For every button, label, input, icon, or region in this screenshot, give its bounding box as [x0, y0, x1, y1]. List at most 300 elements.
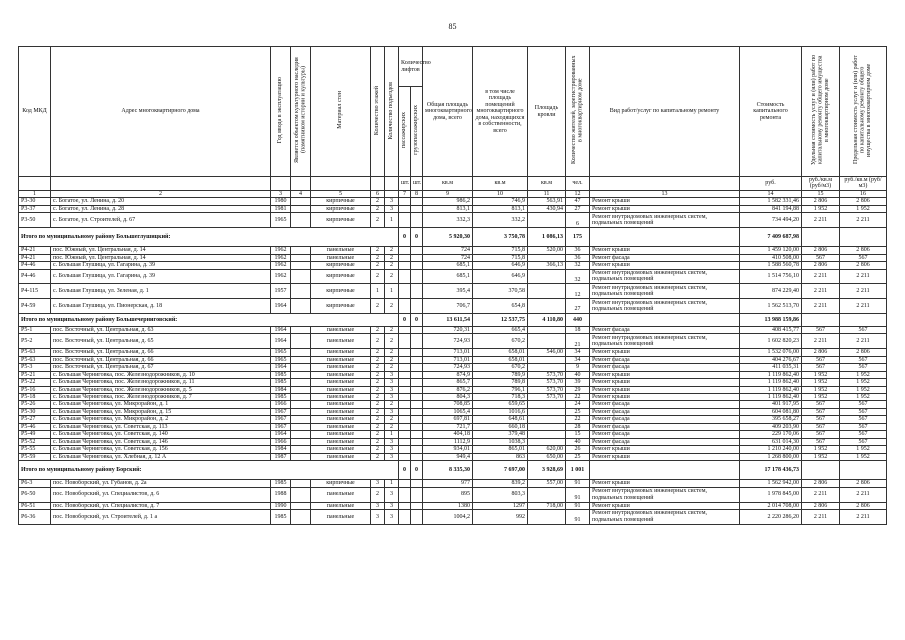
- cell-works: Ремонт фасада: [590, 416, 740, 423]
- cell-area-incl: 992: [473, 509, 528, 524]
- cell-residents: 15: [566, 431, 590, 438]
- cell-code: P5-27: [19, 416, 51, 423]
- cell-area-incl: 718,3: [473, 394, 528, 401]
- cell-lifts-freight: [411, 269, 423, 284]
- cell-lifts-pass: [399, 326, 411, 333]
- cell-lifts-freight: [411, 247, 423, 254]
- cell-heritage: [291, 386, 311, 393]
- cell-address: пос. Южный, ул. Центральная, д. 14: [51, 247, 271, 254]
- cell-walls: панельные: [311, 502, 371, 509]
- cell-year: 1985: [271, 509, 291, 524]
- cell-roof: [528, 509, 566, 524]
- table-row: [19, 349, 887, 356]
- subtotal-cost: 7 409 687,98: [740, 228, 802, 247]
- unit-residents: чел.: [566, 177, 590, 191]
- cell-code: P5-1: [19, 326, 51, 333]
- cell-area-incl: 646,9: [473, 262, 528, 269]
- cell-entrances: 2: [385, 269, 399, 284]
- cell-unit-cost: 1 952: [802, 371, 840, 378]
- cell-year: 1966: [271, 438, 291, 445]
- cell-heritage: [291, 213, 311, 228]
- cell-code: P5-21: [19, 371, 51, 378]
- cell-lifts-pass: [399, 446, 411, 453]
- table-row: [19, 509, 887, 524]
- cell-address: пос. Восточный, ул. Центральная, д. 65: [51, 334, 271, 349]
- cell-works: Ремонт фасада: [590, 423, 740, 430]
- cell-address: с. Большая Черниговка, пос. Железнодорожников, д. 11: [51, 379, 271, 386]
- cell-lifts-pass: [399, 379, 411, 386]
- table-row: [19, 262, 887, 269]
- cell-entrances: 3: [385, 371, 399, 378]
- cell-lifts-freight: [411, 438, 423, 445]
- cell-area-total: 720,31: [423, 326, 473, 333]
- cell-area-total: 708,85: [423, 401, 473, 408]
- cell-residents: 22: [566, 394, 590, 401]
- cell-code: P5-3: [19, 364, 51, 371]
- cell-works: Ремонт фасада: [590, 438, 740, 445]
- cell-area-total: 865,7: [423, 379, 473, 386]
- table-row: [19, 438, 887, 445]
- cell-area-total: 685,1: [423, 269, 473, 284]
- cell-cost: 410 508,00: [740, 254, 802, 261]
- cell-heritage: [291, 480, 311, 487]
- cell-unit-cost: 2 806: [802, 198, 840, 205]
- table-row: [19, 334, 887, 349]
- cell-residents: 36: [566, 247, 590, 254]
- cell-walls: панельные: [311, 453, 371, 460]
- cell-entrances: 1: [385, 213, 399, 228]
- subtotal-row: [19, 313, 887, 326]
- subtotal-works: [590, 461, 740, 480]
- cell-max-cost: 1 952: [840, 386, 887, 393]
- cell-floors: 2: [371, 371, 385, 378]
- cell-heritage: [291, 408, 311, 415]
- cell-entrances: 2: [385, 349, 399, 356]
- cell-unit-cost: 567: [802, 416, 840, 423]
- subtotal-max-cost: [840, 461, 887, 480]
- table-row: [19, 453, 887, 460]
- cell-unit-cost: 2 211: [802, 269, 840, 284]
- header-residents: Количество жителей, зарегистрированных в многоквартирном доме: [571, 55, 584, 165]
- unit-area-incl: кв.м: [473, 177, 528, 191]
- cell-heritage: [291, 254, 311, 261]
- cell-entrances: 2: [385, 356, 399, 363]
- cell-cost: 408 415,77: [740, 326, 802, 333]
- cell-address: с. Большая Черниговка, ул. Советская, д. 146: [51, 438, 271, 445]
- cell-unit-cost: 567: [802, 356, 840, 363]
- column-number: 12: [566, 190, 590, 197]
- cell-address: с. Богатое, ул. Ленина, д. 20: [51, 198, 271, 205]
- cell-lifts-freight: [411, 502, 423, 509]
- cell-works: Ремонт крыши: [590, 198, 740, 205]
- cell-unit-cost: 2 211: [802, 299, 840, 314]
- cell-address: с. Большая Глушица, ул. Зеленая, д. 1: [51, 284, 271, 299]
- cell-area-incl: 803,3: [473, 487, 528, 502]
- cell-lifts-freight: [411, 453, 423, 460]
- cell-lifts-freight: [411, 487, 423, 502]
- cell-area-incl: 865,01: [473, 446, 528, 453]
- cell-area-total: 813,1: [423, 205, 473, 212]
- cell-area-total: 977: [423, 480, 473, 487]
- cell-residents: 29: [566, 386, 590, 393]
- cell-lifts-pass: [399, 299, 411, 314]
- cell-walls: панельные: [311, 438, 371, 445]
- cell-entrances: 1: [385, 480, 399, 487]
- cell-cost: 395 658,27: [740, 416, 802, 423]
- cell-cost: 1 532 076,00: [740, 349, 802, 356]
- header-area-incl: в том числе площадь помещений многоквартирного дома, находящихся в собственности, всего: [473, 47, 528, 177]
- cell-area-total: 804,3: [423, 394, 473, 401]
- cell-floors: 2: [371, 349, 385, 356]
- cell-address: пос. Новоборский, ул. Строителей, д. 1 а: [51, 509, 271, 524]
- cell-year: 1988: [271, 487, 291, 502]
- table-row: [19, 431, 887, 438]
- table-row: [19, 408, 887, 415]
- cell-address: пос. Новоборский, ул. Губанов, д. 2а: [51, 480, 271, 487]
- cell-lifts-freight: [411, 431, 423, 438]
- cell-lifts-pass: [399, 438, 411, 445]
- header-code: Код МКД: [19, 47, 51, 177]
- cell-cost: 1 459 120,00: [740, 247, 802, 254]
- cell-walls: кирпичные: [311, 284, 371, 299]
- cell-walls: панельные: [311, 247, 371, 254]
- cell-year: 1966: [271, 401, 291, 408]
- header-address: Адрес многоквартирного дома: [51, 47, 271, 177]
- cell-area-total: 685,1: [423, 262, 473, 269]
- cell-unit-cost: 2 211: [802, 334, 840, 349]
- cell-unit-cost: 1 952: [802, 394, 840, 401]
- cell-max-cost: 2 806: [840, 198, 887, 205]
- cell-floors: 2: [371, 401, 385, 408]
- cell-floors: 2: [371, 394, 385, 401]
- cell-entrances: 3: [385, 438, 399, 445]
- header-works: Вид работ/услуг по капитальному ремонту: [590, 47, 740, 177]
- cell-year: 1984: [271, 446, 291, 453]
- cell-roof: 573,70: [528, 379, 566, 386]
- cell-residents: 32: [566, 262, 590, 269]
- cell-lifts-freight: [411, 446, 423, 453]
- cell-code: P5-63: [19, 356, 51, 363]
- cell-cost: 1 562 942,00: [740, 480, 802, 487]
- subtotal-residents: 175: [566, 228, 590, 247]
- column-number: 10: [473, 190, 528, 197]
- cell-area-total: 713,01: [423, 349, 473, 356]
- cell-walls: панельные: [311, 401, 371, 408]
- cell-walls: панельные: [311, 334, 371, 349]
- cell-works: Ремонт фасада: [590, 356, 740, 363]
- cell-entrances: 3: [385, 408, 399, 415]
- unit-lifts-freight: шт.: [411, 177, 423, 191]
- cell-floors: 2: [371, 262, 385, 269]
- cell-works: Ремонт крыши: [590, 205, 740, 212]
- cell-roof: [528, 408, 566, 415]
- cell-lifts-pass: [399, 480, 411, 487]
- cell-floors: 3: [371, 480, 385, 487]
- cell-max-cost: 567: [840, 423, 887, 430]
- cell-unit-cost: 2 211: [802, 487, 840, 502]
- cell-area-incl: 715,8: [473, 254, 528, 261]
- cell-cost: 404 276,67: [740, 356, 802, 363]
- cell-max-cost: 567: [840, 364, 887, 371]
- cell-address: пос. Южный, ул. Центральная, д. 14: [51, 254, 271, 261]
- cell-works: Ремонт крыши: [590, 262, 740, 269]
- cell-unit-cost: 1 952: [802, 453, 840, 460]
- cell-lifts-freight: [411, 326, 423, 333]
- subtotal-row: [19, 228, 887, 247]
- cell-address: с. Большая Черниговка, ул. Микрорайон, д. 2: [51, 416, 271, 423]
- subtotal-max-cost: [840, 228, 887, 247]
- cell-entrances: 2: [385, 326, 399, 333]
- cell-works: Ремонт крыши: [590, 386, 740, 393]
- header-lifts-freight: грузопассажирских: [413, 105, 420, 156]
- cell-floors: 2: [371, 269, 385, 284]
- cell-walls: панельные: [311, 423, 371, 430]
- cell-roof: [528, 423, 566, 430]
- subtotal-lifts-freight: 0: [411, 461, 423, 480]
- cell-heritage: [291, 423, 311, 430]
- cell-heritage: [291, 394, 311, 401]
- cell-year: 1985: [271, 480, 291, 487]
- cell-heritage: [291, 269, 311, 284]
- cell-residents: 25: [566, 408, 590, 415]
- cell-area-incl: 863: [473, 453, 528, 460]
- cell-works: Ремонт крыши: [590, 446, 740, 453]
- column-number: 16: [840, 190, 887, 197]
- header-unit-cost: Удельная стоимость услуг и (или) работ по капитальному ремонту общего имущества в многоквартирном доме: [810, 55, 830, 166]
- cell-year: 1964: [271, 299, 291, 314]
- cell-unit-cost: 567: [802, 408, 840, 415]
- cell-roof: 573,70: [528, 371, 566, 378]
- cell-year: 1981: [271, 205, 291, 212]
- cell-roof: 563,91: [528, 198, 566, 205]
- page-number: 85: [448, 22, 457, 31]
- cell-floors: 2: [371, 446, 385, 453]
- cell-entrances: 2: [385, 334, 399, 349]
- cell-heritage: [291, 334, 311, 349]
- cell-code: P5-2: [19, 334, 51, 349]
- cell-code: P3-50: [19, 213, 51, 228]
- cell-works: Ремонт крыши: [590, 247, 740, 254]
- cell-area-incl: 746,9: [473, 198, 528, 205]
- cell-walls: панельные: [311, 509, 371, 524]
- cell-walls: панельные: [311, 394, 371, 401]
- cell-residents: 26: [566, 446, 590, 453]
- cell-residents: 22: [566, 416, 590, 423]
- cell-heritage: [291, 401, 311, 408]
- cell-lifts-pass: [399, 349, 411, 356]
- table-row: [19, 356, 887, 363]
- cell-floors: 2: [371, 326, 385, 333]
- cell-walls: кирпичные: [311, 213, 371, 228]
- cell-max-cost: 1 952: [840, 453, 887, 460]
- unit-area-total: кв.м: [423, 177, 473, 191]
- header-floors: Количество этажей: [374, 85, 381, 135]
- cell-roof: [528, 269, 566, 284]
- cell-walls: панельные: [311, 326, 371, 333]
- cell-area-incl: 1038,3: [473, 438, 528, 445]
- cell-works: Ремонт крыши: [590, 371, 740, 378]
- cell-residents: 6: [566, 213, 590, 228]
- cell-works: Ремонт фасада: [590, 326, 740, 333]
- cell-roof: [528, 438, 566, 445]
- cell-max-cost: 2 211: [840, 487, 887, 502]
- cell-residents: 27: [566, 205, 590, 212]
- subtotal-unit-cost: [802, 228, 840, 247]
- cell-roof: 366,13: [528, 262, 566, 269]
- cell-area-incl: 646,9: [473, 269, 528, 284]
- cell-walls: панельные: [311, 408, 371, 415]
- cell-entrances: 1: [385, 431, 399, 438]
- cell-area-incl: 660,18: [473, 423, 528, 430]
- table-row: [19, 386, 887, 393]
- cell-heritage: [291, 262, 311, 269]
- cell-residents: 25: [566, 453, 590, 460]
- cell-address: с. Большая Черниговка, ул. Хлебная, д. 12 А: [51, 453, 271, 460]
- subtotal-row: [19, 461, 887, 480]
- header-year: Год ввода в эксплуатацию: [277, 77, 284, 144]
- cell-heritage: [291, 349, 311, 356]
- cell-lifts-pass: [399, 502, 411, 509]
- cell-cost: 1 119 862,40: [740, 394, 802, 401]
- cell-roof: 573,70: [528, 386, 566, 393]
- cell-residents: 40: [566, 371, 590, 378]
- cell-unit-cost: 2 806: [802, 262, 840, 269]
- cell-cost: 1 268 800,00: [740, 453, 802, 460]
- cell-area-total: 1380: [423, 502, 473, 509]
- cell-address: с. Богатое, ул. Ленина, д. 28: [51, 205, 271, 212]
- cell-entrances: 3: [385, 446, 399, 453]
- cell-cost: 1 602 820,23: [740, 334, 802, 349]
- cell-works: Ремонт крыши: [590, 453, 740, 460]
- cell-floors: 2: [371, 299, 385, 314]
- cell-cost: 1 978 845,00: [740, 487, 802, 502]
- cell-code: P5-59: [19, 453, 51, 460]
- cell-floors: 2: [371, 408, 385, 415]
- cell-area-total: 1112,9: [423, 438, 473, 445]
- cell-lifts-pass: [399, 247, 411, 254]
- cell-address: пос. Новоборский, ул. Специалистов, д. 7: [51, 502, 271, 509]
- table-row: [19, 371, 887, 378]
- cell-area-incl: 370,58: [473, 284, 528, 299]
- cell-lifts-pass: [399, 356, 411, 363]
- subtotal-roof: 3 928,69: [528, 461, 566, 480]
- cell-address: с. Большая Черниговка, ул. Советская, д. 113: [51, 423, 271, 430]
- cell-area-incl: 715,8: [473, 247, 528, 254]
- cell-max-cost: 2 806: [840, 262, 887, 269]
- cell-heritage: [291, 371, 311, 378]
- cell-heritage: [291, 379, 311, 386]
- cell-code: P4-46: [19, 262, 51, 269]
- cell-area-total: 404,18: [423, 431, 473, 438]
- cell-roof: [528, 401, 566, 408]
- cell-max-cost: 1 952: [840, 205, 887, 212]
- cell-year: 1962: [271, 254, 291, 261]
- table-row: [19, 364, 887, 371]
- cell-entrances: 2: [385, 254, 399, 261]
- cell-roof: [528, 326, 566, 333]
- subtotal-unit-cost: [802, 461, 840, 480]
- cell-max-cost: 1 952: [840, 371, 887, 378]
- cell-unit-cost: 2 211: [802, 213, 840, 228]
- column-number: 8: [411, 190, 423, 197]
- cell-area-incl: 659,65: [473, 401, 528, 408]
- cell-cost: 1 514 756,10: [740, 269, 802, 284]
- cell-unit-cost: 567: [802, 364, 840, 371]
- unit-max-cost: руб./кв.м (руб/м3): [840, 177, 887, 191]
- table-row: [19, 416, 887, 423]
- subtotal-area-total: 13 611,54: [423, 313, 473, 326]
- cell-year: 1964: [271, 334, 291, 349]
- cell-lifts-freight: [411, 262, 423, 269]
- header-lifts-pass: пассажирских: [401, 112, 408, 149]
- cell-lifts-freight: [411, 205, 423, 212]
- column-number: 6: [371, 190, 385, 197]
- cell-floors: 2: [371, 416, 385, 423]
- cell-area-total: 1004,2: [423, 509, 473, 524]
- cell-area-total: 395,4: [423, 284, 473, 299]
- cell-area-incl: 670,2: [473, 364, 528, 371]
- cell-area-total: 895: [423, 487, 473, 502]
- cell-lifts-pass: [399, 487, 411, 502]
- table-row: [19, 205, 887, 212]
- cell-max-cost: 2 211: [840, 284, 887, 299]
- cell-unit-cost: 2 806: [802, 247, 840, 254]
- cell-unit-cost: 2 806: [802, 502, 840, 509]
- cell-area-incl: 813,1: [473, 205, 528, 212]
- table-row: [19, 480, 887, 487]
- cell-area-incl: 332,2: [473, 213, 528, 228]
- cell-entrances: 2: [385, 423, 399, 430]
- cell-lifts-pass: [399, 262, 411, 269]
- cell-walls: кирпичные: [311, 299, 371, 314]
- cell-works: Ремонт фасада: [590, 254, 740, 261]
- cell-year: 1985: [271, 394, 291, 401]
- cell-max-cost: 2 211: [840, 299, 887, 314]
- cell-cost: 411 035,31: [740, 364, 802, 371]
- table-row: [19, 394, 887, 401]
- cell-lifts-pass: [399, 509, 411, 524]
- cell-area-total: 713,01: [423, 356, 473, 363]
- cell-area-incl: 839,2: [473, 480, 528, 487]
- cell-address: с. Большая Черниговка, ул. Советская, д. 140: [51, 431, 271, 438]
- cell-residents: 34: [566, 349, 590, 356]
- subtotal-residents: 1 001: [566, 461, 590, 480]
- column-number: 1: [19, 190, 51, 197]
- cell-area-incl: 789,8: [473, 379, 528, 386]
- cell-year: 1984: [271, 386, 291, 393]
- cell-heritage: [291, 438, 311, 445]
- cell-area-total: 934,01: [423, 446, 473, 453]
- cell-cost: 1 119 862,40: [740, 371, 802, 378]
- cell-lifts-pass: [399, 408, 411, 415]
- subtotal-area-incl: 12 537,75: [473, 313, 528, 326]
- cell-address: пос. Новоборский, ул. Специалистов, д. 6: [51, 487, 271, 502]
- cell-cost: 604 081,80: [740, 408, 802, 415]
- cell-lifts-freight: [411, 379, 423, 386]
- cell-lifts-pass: [399, 371, 411, 378]
- subtotal-area-incl: 3 750,78: [473, 228, 528, 247]
- cell-roof: 520,00: [528, 247, 566, 254]
- column-numbers-row: [19, 190, 887, 197]
- cell-walls: панельные: [311, 487, 371, 502]
- cell-code: P4-115: [19, 284, 51, 299]
- cell-heritage: [291, 198, 311, 205]
- cell-lifts-freight: [411, 334, 423, 349]
- cell-entrances: 3: [385, 509, 399, 524]
- cell-works: Ремонт внутридомовых инженерных систем, подвальных помещений: [590, 284, 740, 299]
- cell-address: с. Большая Черниговка, ул. Микрорайон, д. 1: [51, 401, 271, 408]
- header-roof: Площадь кровли: [528, 47, 566, 177]
